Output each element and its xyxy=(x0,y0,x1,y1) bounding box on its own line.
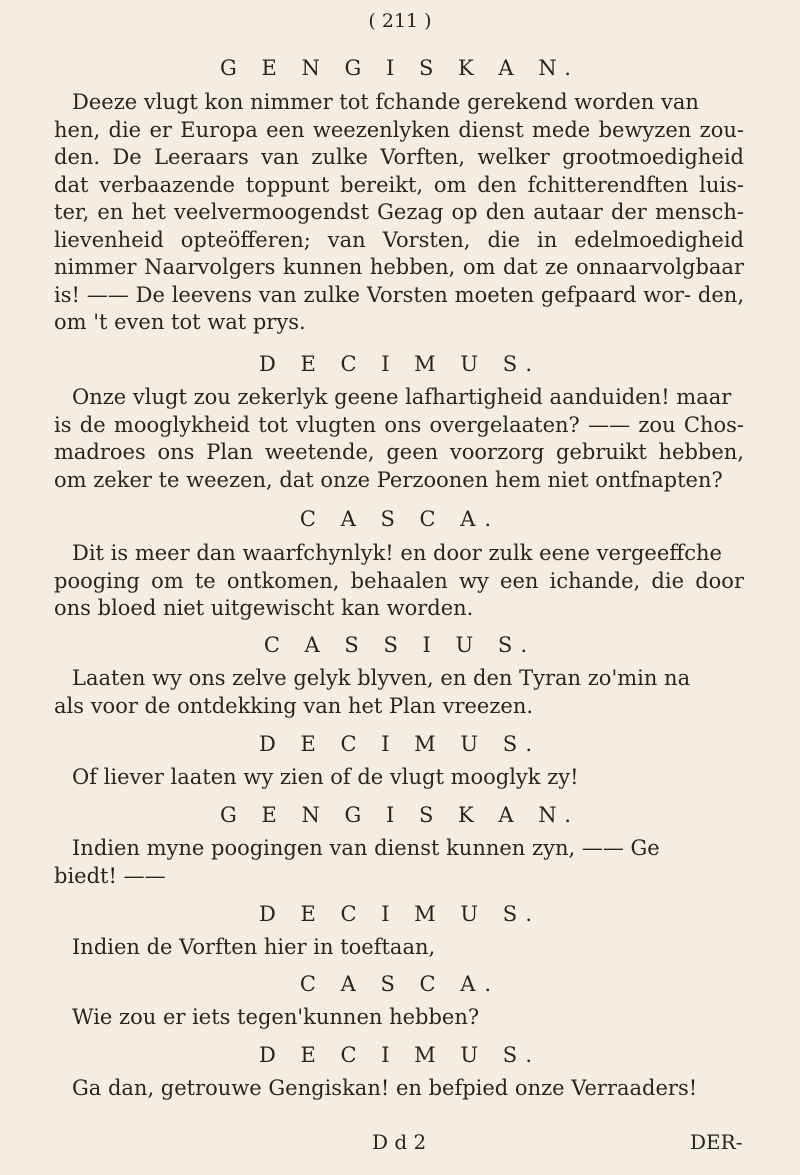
speech-paragraph: Of liever laaten wy zien of de vlugt mooglyk zy! xyxy=(72,765,579,789)
catchword: DER- xyxy=(690,1130,743,1154)
speech-paragraph: Wie zou er iets tegen'kunnen hebben? xyxy=(72,1005,480,1029)
speaker-heading: G E N G I S K A N. xyxy=(220,803,580,827)
speaker-heading: G E N G I S K A N. xyxy=(220,56,580,80)
page-number: ( 211 ) xyxy=(368,10,432,32)
speech-paragraph: Ga dan, getrouwe Gengiskan! en befpied onze Verraaders! xyxy=(72,1076,698,1100)
speaker-heading: D E C I M U S. xyxy=(258,1043,542,1067)
speech-paragraph: Indien de Vorften hier in toeftaan, xyxy=(72,935,436,959)
speech-paragraph: Laaten wy ons zelve gelyk blyven, en den Tyran zo'min na als voor de ontdekking van het Plan vreezen. xyxy=(54,666,691,718)
speaker-heading: D E C I M U S. xyxy=(258,352,542,376)
speaker-heading: D E C I M U S. xyxy=(258,732,542,756)
speech-paragraph: Deeze vlugt kon nimmer tot fchande gerekend worden van hen, die er Europa een weezenlyken dienst mede bewyzen zou- den. De Leeraars van zulke Vorften, welker grootmoedigheid dat verbaazende toppunt bereikt, om den fchitterendften luis- ter, en het veelvermoogendst Gezag op den autaar der mensch- lievenheid opteöfferen; van Vorsten, die in edelmoedigheid nimmer Naarvolgers kunnen hebben, om dat ze onnaarvolgbaar is! —— De leevens van zulke Vorsten moeten gefpaard wor- den, om 't even tot wat prys. xyxy=(54,90,744,334)
speech-paragraph: Indien myne poogingen van dienst kunnen zyn, —— Ge biedt! —— xyxy=(54,836,660,888)
speech-paragraph: Onze vlugt zou zekerlyk geene lafhartigheid aanduiden! maar is de mooglykheid tot vlugten ons overgelaaten? —— zou Chos- madroes ons Plan weetende, geen voorzorg gebruikt hebben, om zeker te weezen, dat onze Perzoonen hem niet ontfnapten? xyxy=(54,385,744,492)
speaker-heading: C A S C A. xyxy=(299,507,501,531)
signature-mark: D d 2 xyxy=(372,1130,427,1154)
speaker-heading: D E C I M U S. xyxy=(258,902,542,926)
speaker-heading: C A S S I U S. xyxy=(263,633,537,657)
speech-paragraph: Dit is meer dan waarfchynlyk! en door zulk eene vergeeffche pooging om te ontkomen, behaalen wy een ichande, die door ons bloed niet uitgewischt kan worden. xyxy=(54,541,744,620)
speaker-heading: C A S C A. xyxy=(299,972,501,996)
